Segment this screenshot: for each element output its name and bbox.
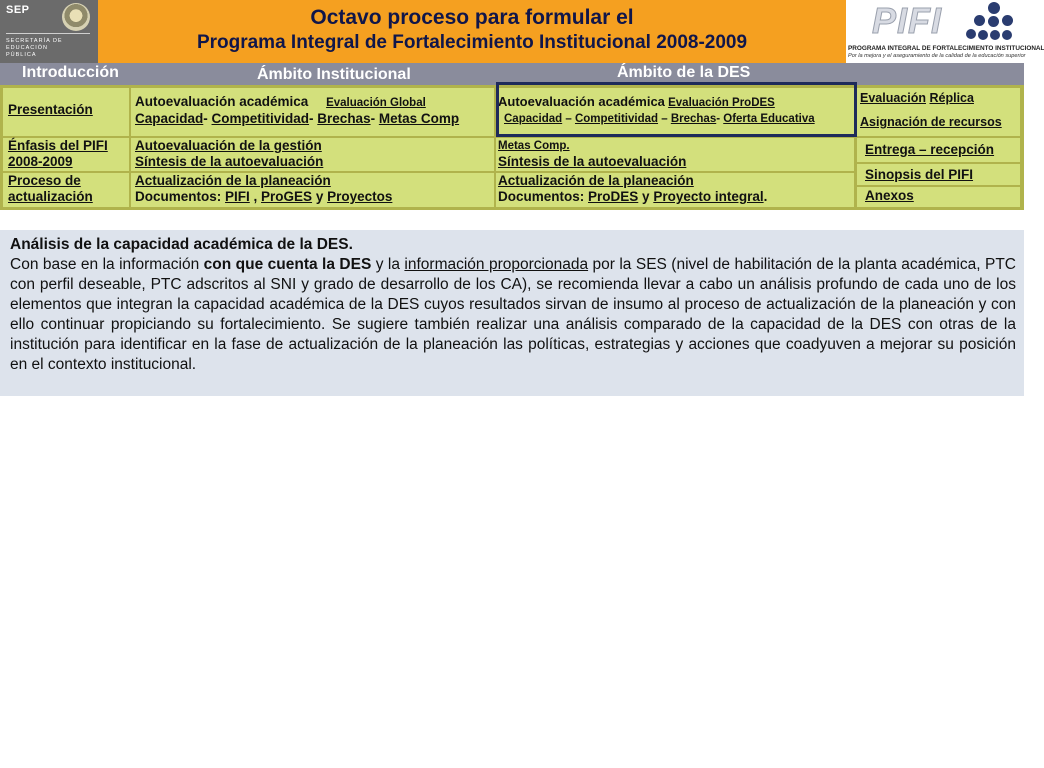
des-sintesis-link[interactable]: Síntesis de la autoevaluación (498, 154, 687, 169)
asignacion-link[interactable]: Asignación de recursos (860, 115, 1002, 129)
pifi-logo-line1: PROGRAMA INTEGRAL DE FORTALECIMIENTO INSTITUCIONAL (848, 45, 1044, 52)
proceso-link[interactable]: Proceso de actualización (8, 173, 93, 204)
inst-brechas-link[interactable]: Brechas (317, 111, 371, 126)
inst-sintesis-link[interactable]: Síntesis de la autoevaluación (135, 154, 324, 169)
des-brechas-link[interactable]: Brechas (670, 113, 717, 125)
text-link-underline: información proporcionada (404, 256, 589, 273)
nav-cell-presentacion (3, 88, 129, 136)
presentacion-link[interactable]: Presentación (8, 102, 93, 117)
tab-ambito-institucional[interactable]: Ámbito Institucional (257, 66, 411, 83)
inst-actualizacion-link[interactable]: Actualización de la planeación (135, 173, 331, 188)
text-emphasis: con que cuenta la DES (203, 256, 372, 273)
inst-capacidad-link[interactable]: Capacidad (135, 111, 204, 126)
replica-link[interactable]: Réplica (929, 91, 974, 105)
content-paragraph (10, 255, 1016, 375)
tab-introduccion[interactable]: Introducción (22, 64, 119, 81)
enfasis-link[interactable]: Énfasis del PIFI 2008-2009 (8, 138, 108, 169)
sep-logo-text: SEP (6, 4, 30, 16)
nav-cell-enfasis (3, 138, 129, 171)
page-title-line2: Programa Integral de Fortalecimiento Institucional 2008-2009 (196, 32, 748, 53)
inst-autoeval-label: Autoevaluación académica (135, 94, 309, 109)
inst-eval-global-link[interactable]: Evaluación Global (326, 97, 426, 109)
inst-metas-link[interactable]: Metas Comp (378, 111, 460, 126)
text-segment: información (119, 256, 200, 273)
entrega-link[interactable]: Entrega – recepción (865, 142, 995, 157)
page-title-banner (98, 0, 846, 63)
pifi-logo-text: PIFI (872, 0, 943, 41)
text-segment: Con base en la (10, 256, 120, 273)
nav-cell-sinopsis (857, 164, 1020, 185)
pifi-logo-line2: Por la mejora y el aseguramiento de la calidad de la educación superior (848, 53, 1026, 59)
pifi-dots-icon (964, 2, 1020, 46)
anexos-link[interactable]: Anexos (865, 188, 914, 203)
des-prodes-link[interactable]: ProDES (588, 189, 639, 204)
des-documentos-label: Documentos: (498, 189, 589, 204)
section-tab-bar (0, 63, 1024, 85)
des-eval-prodes-link[interactable]: Evaluación ProDES (668, 97, 775, 109)
inst-documentos-label: Documentos: (135, 189, 226, 204)
nav-cell-des-sintesis (496, 138, 854, 171)
content-title: Análisis de la capacidad académica de la DES. (10, 236, 353, 253)
des-proyecto-link[interactable]: Proyecto integral (653, 189, 764, 204)
content-panel (0, 230, 1024, 396)
inst-pifi-link[interactable]: PIFI (225, 189, 250, 204)
des-autoeval-label: Autoevaluación académica (498, 94, 665, 109)
nav-cell-des-autoeval: Autoevaluación académica Evaluación ProDES Capacidad – Competitividad – Brechas- Oferta Educativa (496, 88, 854, 136)
pifi-logo (846, 0, 1044, 63)
eagle-emblem-icon (62, 3, 90, 31)
sinopsis-link[interactable]: Sinopsis del PIFI (865, 167, 974, 182)
des-oferta-link[interactable]: Oferta Educativa (723, 113, 815, 125)
nav-cell-anexos (857, 187, 1020, 207)
text-segment: y la (371, 256, 405, 273)
page-title-line1: Octavo proceso para formular el (310, 6, 634, 29)
inst-competitividad-link[interactable]: Competitividad (211, 111, 310, 126)
des-y-label: y (642, 189, 650, 204)
des-capacidad-link[interactable]: Capacidad (504, 113, 563, 125)
inst-gestion-link[interactable]: Autoevaluación de la gestión (135, 138, 322, 153)
tab-ambito-des[interactable]: Ámbito de la DES (617, 64, 751, 81)
des-competitividad-link[interactable]: Competitividad (574, 113, 659, 125)
des-metas-link[interactable]: Metas Comp. (498, 140, 570, 152)
nav-cell-des-planeacion: Actualización de la planeación Documentos: ProDES y Proyecto integral. (496, 173, 854, 207)
inst-proges-link[interactable]: ProGES (261, 189, 313, 204)
nav-cell-entrega (857, 138, 1020, 162)
nav-cell-inst-autoeval: Autoevaluación académica Evaluación Global Capacidad- Competitividad- Brechas- Metas Comp (131, 88, 494, 136)
evaluacion-link[interactable]: Evaluación (860, 91, 926, 105)
text-segment: por la SES (nivel de habilitación de la planta académica, PTC con perfil deseable, PTC adscritos al SNI y grado de desarrollo de los CA), se recomienda llevar a cabo un análisis profundo de cada uno de los elementos que integran la capacidad académica de la DES cuyos resultados sirvan de insumo al proceso de actualización de la planeación y con ello continuar propiciando su fortalecimiento. Se sugiere también realizar una análisis comparado de la capacidad de la DES con otras de la institución para identificar en la fase de actualización de la planeación las políticas, estrategias y acciones que coadyuven a mejorar su posición en el contexto institucional. (10, 256, 1016, 373)
nav-cell-inst-gestion (131, 138, 494, 171)
nav-cell-proceso (3, 173, 129, 207)
sep-logo (0, 0, 98, 63)
sep-logo-subtitle: SECRETARÍA DE EDUCACIÓN PÚBLICA (6, 38, 63, 58)
nav-cell-evaluacion (857, 88, 1020, 136)
nav-cell-inst-planeacion: Actualización de la planeación Documentos: PIFI , ProGES y Proyectos (131, 173, 494, 207)
divider (6, 33, 90, 34)
navigation-grid (0, 85, 1024, 210)
des-actualizacion-link[interactable]: Actualización de la planeación (498, 173, 694, 188)
inst-y-label: y (315, 189, 324, 204)
inst-proyectos-link[interactable]: Proyectos (327, 189, 393, 204)
